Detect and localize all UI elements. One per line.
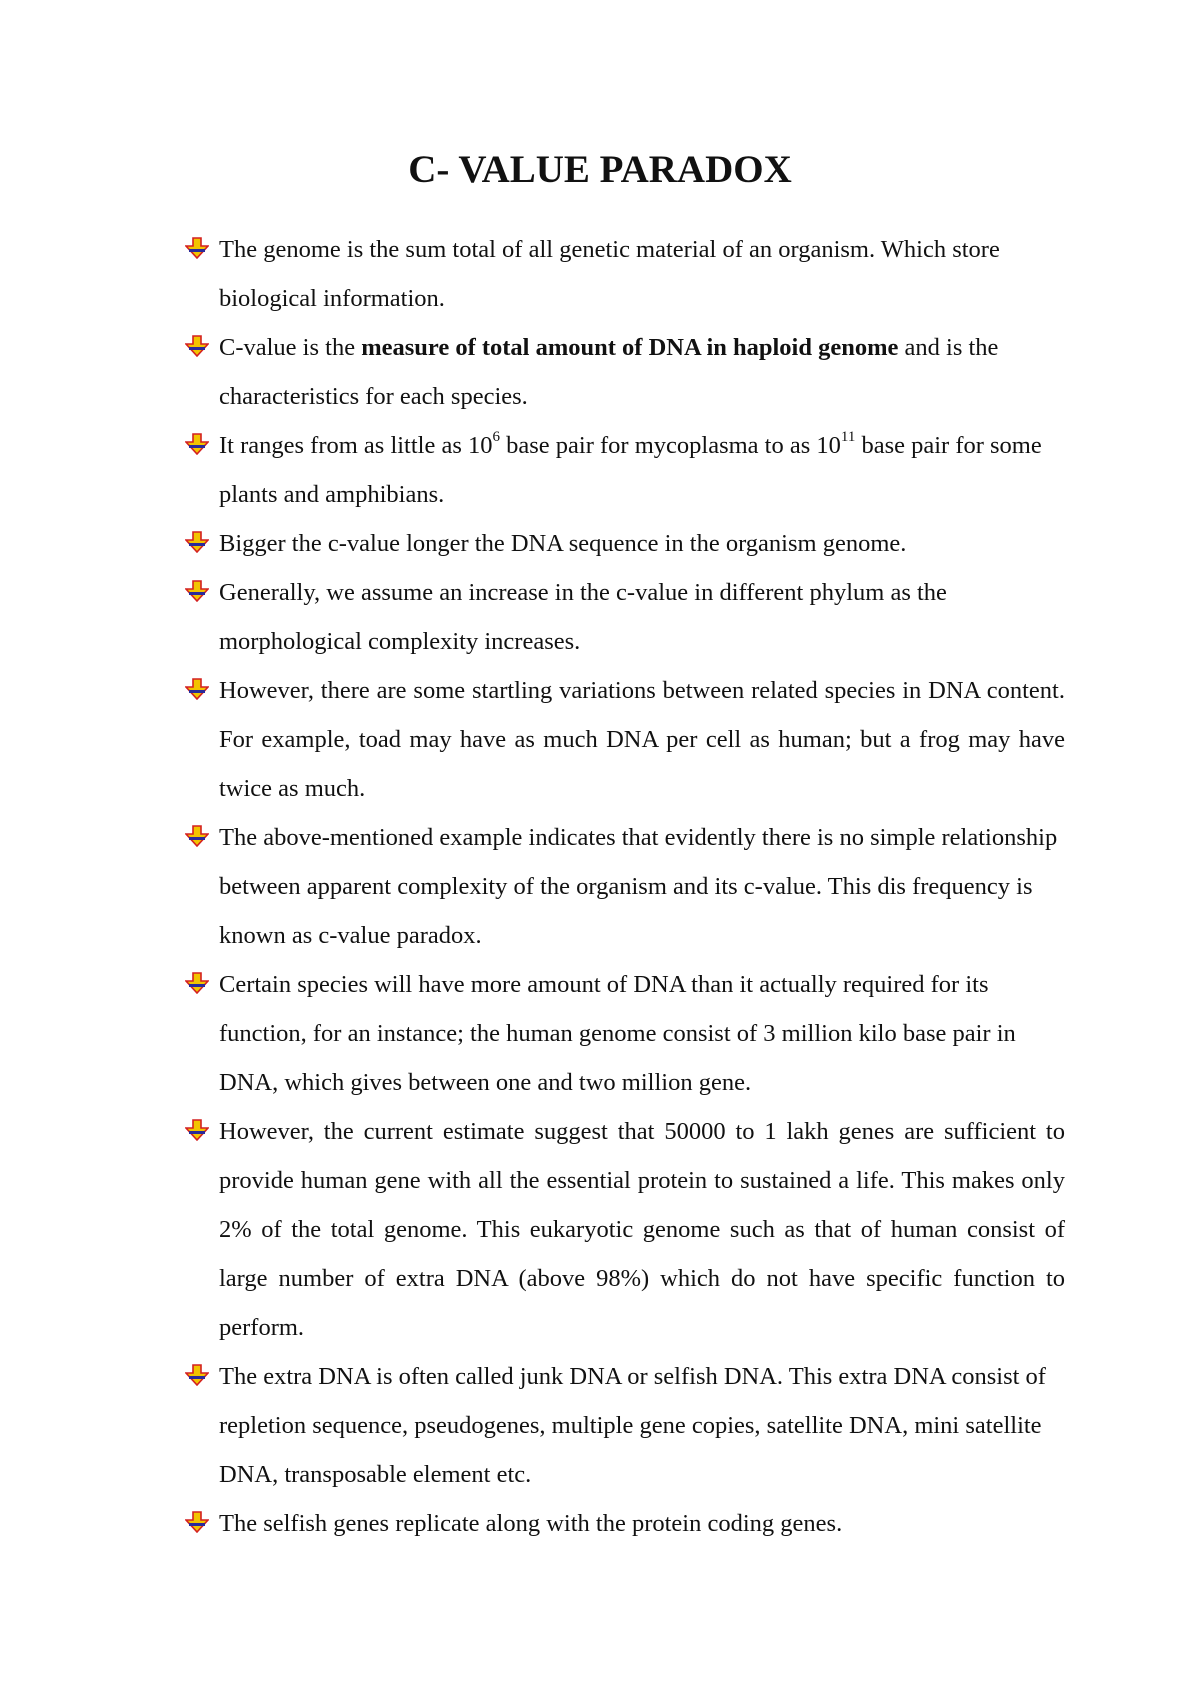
list-item-text: However, the current estimate suggest that 50000 to 1 lakh genes are sufficient to provide human gene with all the essential protein to sustained a life. This makes only 2% of the total genome. This eukaryotic genome such as that of human consist of large number of extra DNA (above 98%) which do not have specific function to perform. [219, 1118, 1065, 1341]
list-item-text [219, 428, 1042, 508]
list-item-text: The genome is the sum total of all genetic material of an organism. Which store biological information. [219, 236, 1000, 312]
list-item-text: Generally, we assume an increase in the c-value in different phylum as the morphological complexity increases. [219, 579, 947, 655]
arrow-down-bullet-icon [185, 1119, 209, 1141]
list-item [185, 960, 1065, 1107]
arrow-down-bullet-icon [185, 678, 209, 700]
list-item [185, 1107, 1065, 1352]
bullet-list [185, 225, 1065, 1548]
list-item-text: Certain species will have more amount of DNA than it actually required for its function, for an instance; the human genome consist of 3 million kilo base pair in DNA, which gives between one and two million gene. [219, 971, 1016, 1096]
list-item-text: Bigger the c-value longer the DNA sequence in the organism genome. [219, 530, 907, 557]
list-item [185, 1352, 1065, 1499]
text-segment: It ranges from as little as 10 [219, 432, 493, 459]
list-item [185, 519, 1065, 568]
arrow-down-bullet-icon [185, 825, 209, 847]
list-item-text: The selfish genes replicate along with the protein coding genes. [219, 1510, 843, 1537]
arrow-down-bullet-icon [185, 531, 209, 553]
arrow-down-bullet-icon [185, 1364, 209, 1386]
list-item [185, 666, 1065, 813]
list-item [185, 323, 1065, 421]
list-item [185, 1499, 1065, 1548]
list-item-text: The extra DNA is often called junk DNA or selfish DNA. This extra DNA consist of repletion sequence, pseudogenes, multiple gene copies, satellite DNA, mini satellite DNA, transposable element etc. [219, 1363, 1046, 1488]
list-item-text: However, there are some startling variations between related species in DNA content. For example, toad may have as much DNA per cell as human; but a frog may have twice as much. [219, 677, 1065, 802]
arrow-down-bullet-icon [185, 580, 209, 602]
list-item-text [219, 334, 998, 410]
page-title: C- VALUE PARADOX [408, 148, 792, 191]
text-segment: base pair for some plants and amphibians. [219, 432, 1042, 508]
arrow-down-bullet-icon [185, 237, 209, 259]
arrow-down-bullet-icon [185, 335, 209, 357]
list-item [185, 225, 1065, 323]
list-item [185, 421, 1065, 519]
list-item [185, 568, 1065, 666]
arrow-down-bullet-icon [185, 433, 209, 455]
text-segment: base pair for mycoplasma to as 10 [500, 432, 841, 459]
list-item [185, 813, 1065, 960]
arrow-down-bullet-icon [185, 972, 209, 994]
text-segment: C-value is the [219, 334, 362, 361]
arrow-down-bullet-icon [185, 1511, 209, 1533]
bold-phrase: measure of total amount of DNA in haploid genome [361, 334, 899, 361]
exponent: 6 [492, 428, 501, 445]
text-segment: and is the characteristics for each species. [219, 334, 999, 410]
list-item-text: The above-mentioned example indicates that evidently there is no simple relationship between apparent complexity of the organism and its c-value. This dis frequency is known as c-value paradox. [219, 824, 1058, 949]
exponent: 11 [840, 428, 856, 445]
